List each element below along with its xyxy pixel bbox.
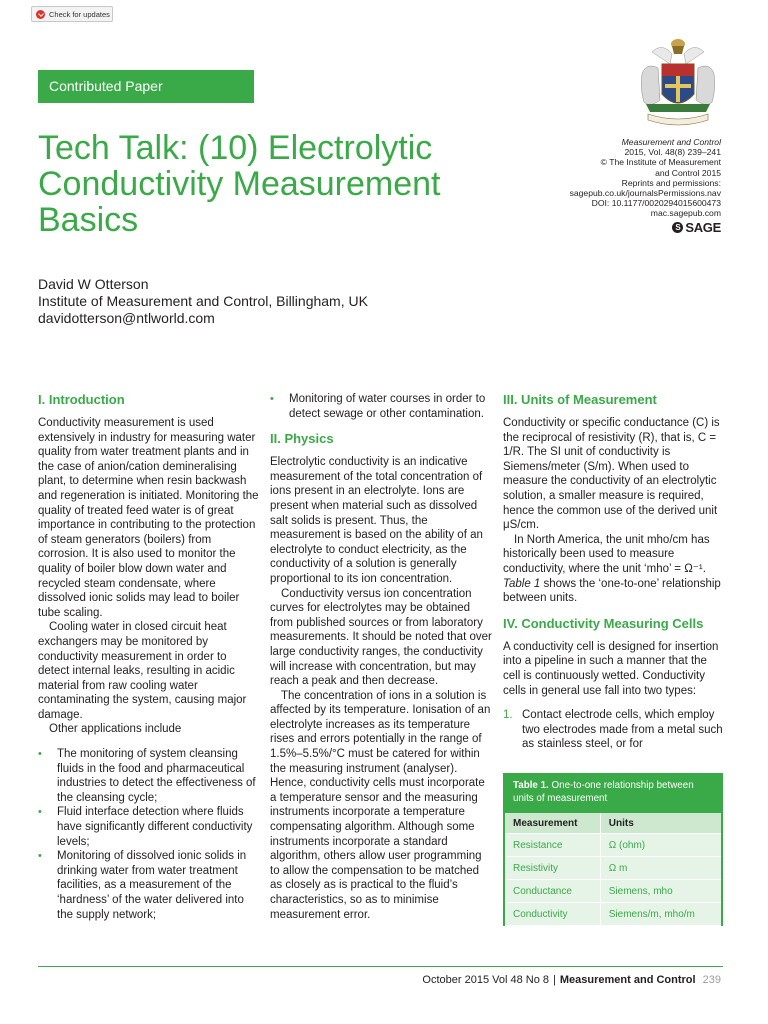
author-name: David W Otterson bbox=[38, 276, 149, 292]
list-item: • Monitoring of water courses in order to detect sewage or other contamination. bbox=[270, 393, 486, 420]
page-number: 239 bbox=[702, 974, 721, 986]
footer-divider bbox=[38, 966, 723, 967]
check-for-updates-button[interactable] bbox=[31, 6, 113, 22]
section-heading-physics: II. Physics bbox=[270, 431, 334, 447]
paragraph: The concentration of ions in a solution is affected by its temperature. Ionisation of an electrolyte increases as its temperature rises and errors potentially in the range of 1.5%–5.5%/°C must be catered for within the measuring instrument (analyser). Hence, conductivity cells must incorporate a temperature sensor and the measuring instruments incorporate a temperature compensating algorithm. Although some instruments incorporate a standard algorithm, others allow user programming to allow the compensation to be matched as closely as is practical to the fluid’s characteristics, so as to minimise measurement error. bbox=[270, 689, 491, 921]
section-heading-cells: IV. Conductivity Measuring Cells bbox=[503, 615, 704, 631]
table-reference-link[interactable]: Table 1 bbox=[503, 577, 541, 590]
journal-metadata bbox=[511, 137, 721, 219]
table-caption bbox=[505, 775, 721, 813]
journal-issue: 2015, Vol. 48(8) 239–241 bbox=[624, 147, 721, 158]
doi-link[interactable]: DOI: 10.1177/0020294015600473 bbox=[591, 198, 721, 209]
check-updates-label: Check for updates bbox=[49, 10, 110, 19]
units-table-grid bbox=[505, 813, 721, 926]
publisher-logo bbox=[672, 220, 721, 235]
copyright-line-2: and Control 2015 bbox=[655, 167, 721, 178]
bullet-icon: • bbox=[38, 850, 42, 863]
paragraph: A conductivity cell is designed for insertion into a pipeline in such a manner that the cell is continuously wetted. Conductivity cells in general use fall into two types: bbox=[503, 640, 719, 697]
list-item: 1. Contact electrode cells, which employ two electrodes made from a metal such as stainless steel, or for bbox=[503, 709, 723, 751]
title-line: Basics bbox=[38, 201, 139, 239]
author-affiliation: Institute of Measurement and Control, Billingham, UK bbox=[38, 293, 368, 309]
list-number: 1. bbox=[503, 709, 513, 722]
table-label: Table 1. bbox=[513, 780, 549, 791]
paragraph: Conductivity or specific conductance (C) is the reciprocal of resistivity (R), that is, C = 1/R. The SI unit of conductivity is Siemens/meter (S/m). When used to measure the conductivity of an electrolytic solution, a smaller measure is required, hence the common use of the derived unit μS/cm. bbox=[503, 417, 720, 532]
author-email[interactable]: davidotterson@ntlworld.com bbox=[38, 310, 215, 326]
title-line: Tech Talk: (10) Electrolytic bbox=[38, 129, 433, 167]
article-type-label: Contributed Paper bbox=[49, 78, 163, 94]
section-heading-introduction: I. Introduction bbox=[38, 392, 125, 407]
article-title bbox=[38, 130, 478, 238]
institute-crest-logo bbox=[632, 34, 724, 134]
table-cell: Conductivity bbox=[505, 903, 600, 926]
table-row bbox=[505, 903, 721, 926]
paragraph: Conductivity measurement is used extensively in industry for measuring water quality from water treatment plants and in the case of anion/cation demineralising plant, to determine when resin backwash and regeneration is initiated. Monitoring the quality of treated feed water is of great importance in contributing to the protection of steam generators (boilers) from corrosion. It is also used to monitor the quality of boiler blow down water and recycled steam condensate, where dissolved ionic solids may lead to boiler tube scaling. bbox=[38, 417, 259, 619]
units-table bbox=[503, 773, 723, 926]
table-header-row bbox=[505, 813, 721, 834]
bullet-icon: • bbox=[38, 806, 42, 819]
applications-list bbox=[38, 747, 260, 922]
reprints-label: Reprints and permissions: bbox=[621, 177, 721, 188]
bullet-icon: • bbox=[270, 393, 274, 405]
title-line: Conductivity Measurement bbox=[38, 165, 441, 203]
table-cell: Resistivity bbox=[505, 857, 600, 880]
table-row bbox=[505, 880, 721, 903]
paragraph: Cooling water in closed circuit heat exchangers may be monitored by conductivity measurement in order to detect internal leaks, resulting in acidic material from raw cooling water contaminating the system, causing major damage. bbox=[38, 621, 247, 721]
table-header-cell: Units bbox=[600, 813, 721, 834]
list-item: • Fluid interface detection where fluids have significantly different conductivity levels; bbox=[38, 806, 253, 848]
bullet-icon: • bbox=[38, 748, 42, 761]
permissions-link[interactable]: sagepub.co.uk/journalsPermissions.nav bbox=[569, 188, 721, 199]
column-2 bbox=[270, 392, 492, 922]
check-updates-icon bbox=[36, 10, 45, 19]
sage-logo-icon: S bbox=[672, 222, 683, 233]
paragraph: Electrolytic conductivity is an indicative measurement of the total concentration of ions present in an electrolyte. Ions are present when material such as dissolved salt solids is present. Thus, the measurement is based on the ability of an electrolyte to conduct electricity, as the conductivity of a solution is generally proportional to its ion concentration. bbox=[270, 456, 483, 585]
footer-journal: Measurement and Control bbox=[559, 974, 696, 986]
footer-volume: Vol 48 bbox=[492, 974, 523, 986]
table-cell: Conductance bbox=[505, 880, 600, 903]
article-type-banner bbox=[38, 70, 254, 103]
author-block bbox=[38, 276, 368, 327]
applications-list-continued bbox=[270, 392, 492, 421]
table-cell: Ω m bbox=[600, 857, 721, 880]
table-row bbox=[505, 857, 721, 880]
journal-site-link[interactable]: mac.sagepub.com bbox=[650, 208, 721, 219]
table-cell: Ω (ohm) bbox=[600, 834, 721, 857]
table-row bbox=[505, 834, 721, 857]
cell-types-list bbox=[503, 708, 723, 752]
footer-number: No 8 bbox=[525, 974, 550, 986]
column-3 bbox=[503, 392, 723, 752]
table-cell: Siemens/m, mho/m bbox=[600, 903, 721, 926]
publisher-name: SAGE bbox=[685, 220, 721, 235]
paragraph: Conductivity versus ion concentration curves for electrolytes may be obtained from published sources or from laboratory measurements. It should be noted that over large conductivity ranges, the conductivity will increase with concentration, but may reach a peak and then decrease. bbox=[270, 587, 492, 688]
table-cell: Siemens, mho bbox=[600, 880, 721, 903]
table-cell: Resistance bbox=[505, 834, 600, 857]
column-1 bbox=[38, 392, 260, 922]
list-item: • The monitoring of system cleansing fluids in the food and pharmaceutical industries to detect the effectiveness of the cleansing cycle; bbox=[38, 748, 256, 804]
section-heading-units: III. Units of Measurement bbox=[503, 392, 657, 407]
table-header-cell: Measurement bbox=[505, 813, 600, 834]
journal-name: Measurement and Control bbox=[621, 137, 721, 147]
table-caption-text: One-to-one relationship between units of measurement bbox=[513, 780, 694, 804]
page-footer: October 2015 Vol 48 No 8 | Measurement and Control 239 bbox=[422, 974, 721, 986]
footer-date: October 2015 bbox=[422, 974, 490, 986]
paragraph: Other applications include bbox=[49, 723, 182, 736]
copyright-line-1: © The Institute of Measurement bbox=[600, 157, 721, 168]
paragraph: In North America, the unit mho/cm has historically been used to measure conductivity, where the unit ‘mho’ = Ω⁻¹. Table 1 shows the ‘one-to-one’ relationship between units. bbox=[503, 533, 721, 605]
list-item: • Monitoring of dissolved ionic solids in drinking water from water treatment facilities, as a measurement of the ‘hardness’ of the water delivered into the supply network; bbox=[38, 850, 247, 921]
